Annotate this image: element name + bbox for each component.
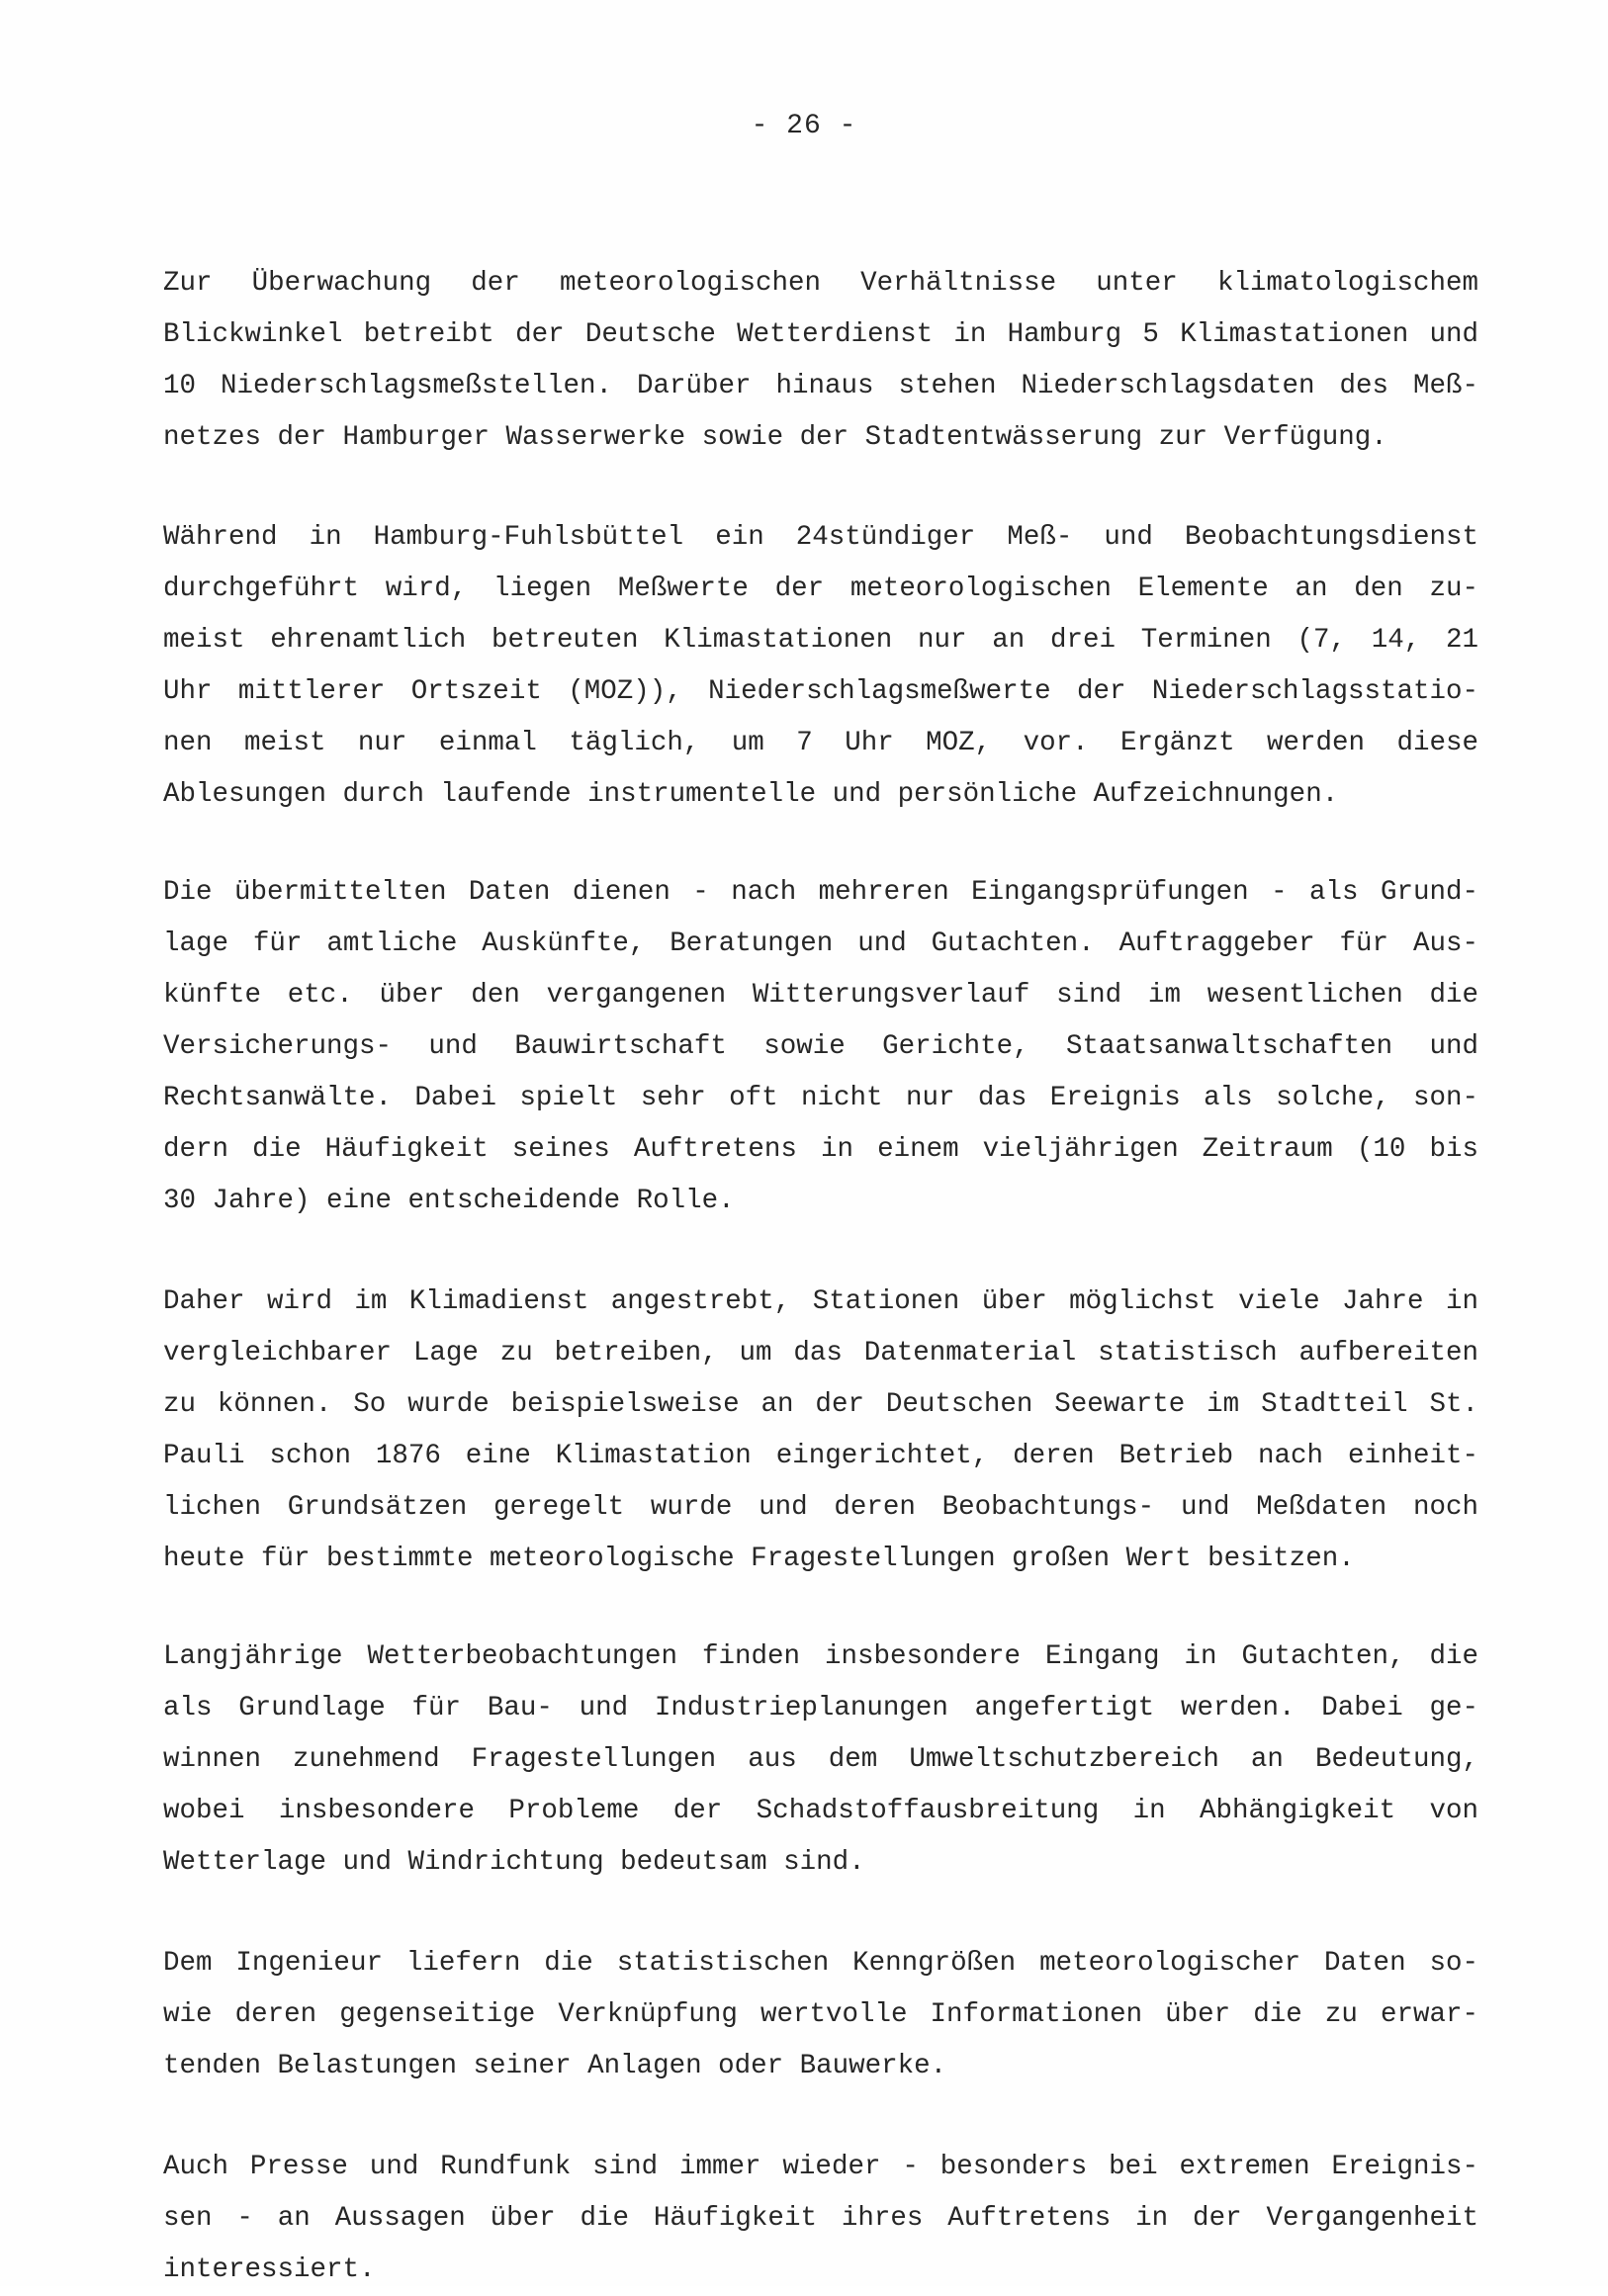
text-line: dern die Häufigkeit seines Auftretens in einem vieljährigen Zeitraum (10 bis bbox=[163, 1134, 1478, 1165]
paragraph-5 bbox=[163, 1632, 1478, 1889]
text-line: tenden Belastungen seiner Anlagen oder Bauwerke. bbox=[163, 2051, 947, 2081]
text-line: Daher wird im Klimadienst angestrebt, Stationen über möglichst viele Jahre in bbox=[163, 1286, 1478, 1317]
paragraph-3 bbox=[163, 867, 1478, 1227]
text-line: durchgeführt wird, liegen Meßwerte der meteorologischen Elemente an den zu- bbox=[163, 574, 1478, 604]
text-line: netzes der Hamburger Wasserwerke sowie der Stadtentwässerung zur Verfügung. bbox=[163, 422, 1387, 453]
text-line: Langjährige Wetterbeobachtungen finden insbesondere Eingang in Gutachten, die bbox=[163, 1641, 1478, 1672]
text-line: Rechtsanwälte. Dabei spielt sehr oft nicht nur das Ereignis als solche, son- bbox=[163, 1083, 1478, 1113]
text-line: lichen Grundsätzen geregelt wurde und deren Beobachtungs- und Meßdaten noch bbox=[163, 1492, 1478, 1523]
paragraph-4 bbox=[163, 1277, 1478, 1585]
text-line: vergleichbarer Lage zu betreiben, um das Datenmaterial statistisch aufbereiten bbox=[163, 1338, 1478, 1369]
text-line: Pauli schon 1876 eine Klimastation eingerichtet, deren Betrieb nach einheit- bbox=[163, 1441, 1478, 1471]
paragraph-1 bbox=[163, 258, 1478, 464]
text-line: sen - an Aussagen über die Häufigkeit ihres Auftretens in der Vergangenheit bbox=[163, 2203, 1478, 2234]
text-line: Zur Überwachung der meteorologischen Verhältnisse unter klimatologischem bbox=[163, 268, 1478, 299]
text-line: Die übermittelten Daten dienen - nach mehreren Eingangsprüfungen - als Grund- bbox=[163, 877, 1478, 908]
text-line: Wetterlage und Windrichtung bedeutsam sind. bbox=[163, 1847, 865, 1878]
text-line: lage für amtliche Auskünfte, Beratungen und Gutachten. Auftraggeber für Aus- bbox=[163, 928, 1478, 959]
paragraph-6 bbox=[163, 1938, 1478, 2092]
text-line: Dem Ingenieur liefern die statistischen Kenngrößen meteorologischer Daten so- bbox=[163, 1948, 1478, 1979]
text-line: heute für bestimmte meteorologische Fragestellungen großen Wert besitzen. bbox=[163, 1544, 1355, 1574]
text-line: wie deren gegenseitige Verknüpfung wertvolle Informationen über die zu erwar- bbox=[163, 1999, 1478, 2030]
text-line: Blickwinkel betreibt der Deutsche Wetterdienst in Hamburg 5 Klimastationen und bbox=[163, 319, 1478, 350]
text-line: winnen zunehmend Fragestellungen aus dem Umweltschutzbereich an Bedeutung, bbox=[163, 1744, 1478, 1775]
text-line: Versicherungs- und Bauwirtschaft sowie Gerichte, Staatsanwaltschaften und bbox=[163, 1031, 1478, 1062]
text-line: Uhr mittlerer Ortszeit (MOZ)), Niederschlagsmeßwerte der Niederschlagsstatio- bbox=[163, 676, 1478, 707]
text-line: als Grundlage für Bau- und Industrieplanungen angefertigt werden. Dabei ge- bbox=[163, 1693, 1478, 1723]
text-line: wobei insbesondere Probleme der Schadstoffausbreitung in Abhängigkeit von bbox=[163, 1796, 1478, 1826]
text-line: Während in Hamburg-Fuhlsbüttel ein 24stündiger Meß- und Beobachtungsdienst bbox=[163, 522, 1478, 553]
text-line: künfte etc. über den vergangenen Witterungsverlauf sind im wesentlichen die bbox=[163, 980, 1478, 1011]
text-line: 30 Jahre) eine entscheidende Rolle. bbox=[163, 1186, 735, 1216]
text-line: Auch Presse und Rundfunk sind immer wieder - besonders bei extremen Ereignis- bbox=[163, 2152, 1478, 2182]
text-line: meist ehrenamtlich betreuten Klimastationen nur an drei Terminen (7, 14, 21 bbox=[163, 625, 1478, 656]
text-line: nen meist nur einmal täglich, um 7 Uhr MOZ, vor. Ergänzt werden diese bbox=[163, 728, 1478, 758]
text-line: interessiert. bbox=[163, 2254, 376, 2285]
paragraph-2 bbox=[163, 512, 1478, 821]
text-line: zu können. So wurde beispielsweise an der Deutschen Seewarte im Stadtteil St. bbox=[163, 1389, 1478, 1420]
text-line: 10 Niederschlagsmeßstellen. Darüber hinaus stehen Niederschlagsdaten des Meß- bbox=[163, 371, 1478, 401]
paragraph-7 bbox=[163, 2142, 1478, 2296]
page-number: - 26 - bbox=[751, 111, 857, 141]
text-line: Ablesungen durch laufende instrumentelle und persönliche Aufzeichnungen. bbox=[163, 779, 1339, 810]
